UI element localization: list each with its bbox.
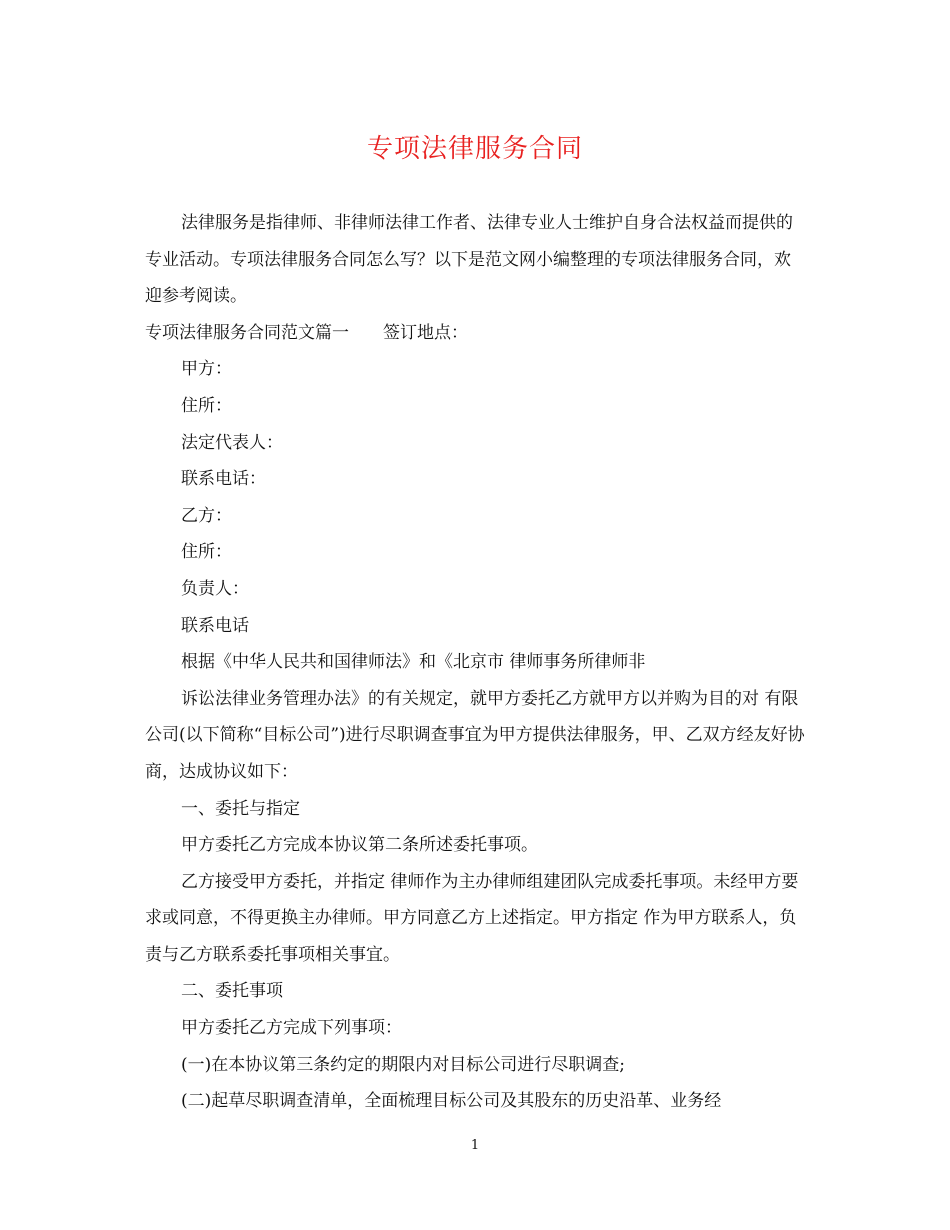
section2-heading: 二、委托事项 <box>181 981 283 1002</box>
section2-paragraph1: 甲方委托乙方完成下列事项： <box>181 1018 402 1039</box>
section1-paragraph2: 乙方接受甲方委托，并指定 律师作为主办律师组建团队完成委托事项。未经甲方要求或同意，不得更换主办律师。甲方同意乙方上述指定。甲方指定 作为甲方联系人，负责与乙方联系委托事项相关事宜。 <box>145 871 799 965</box>
sample-heading: 专项法律服务合同范文篇一 签订地点： <box>145 322 468 343</box>
section1-paragraph1: 甲方委托乙方完成本协议第二条所述委托事项。 <box>181 835 538 856</box>
intro-paragraph: 法律服务是指律师、非律师法律工作者、法律专业人士维护自身合法权益而提供的专业活动。专项法律服务合同怎么写？以下是范文网小编整理的专项法律服务合同，欢迎参考阅读。 <box>145 213 793 307</box>
party-b-label: 乙方： <box>181 505 232 526</box>
basis-paragraph-line1: 根据《中华人民共和国律师法》和《北京市 律师事务所律师非 <box>181 652 646 673</box>
section2-item1: (一)在本协议第三条约定的期限内对目标公司进行尽职调查; <box>181 1054 625 1075</box>
phone-b-label: 联系电话 <box>181 615 249 636</box>
document-title: 专项法律服务合同 <box>366 134 583 164</box>
address-b-label: 住所： <box>181 542 232 563</box>
party-a-label: 甲方： <box>181 359 232 380</box>
address-a-label: 住所： <box>181 395 232 416</box>
responsible-label: 负责人： <box>181 578 249 599</box>
phone-a-label: 联系电话： <box>181 469 266 490</box>
legal-rep-label: 法定代表人： <box>181 432 283 453</box>
basis-paragraph-line2: 诉讼法律业务管理办法》的有关规定，就甲方委托乙方就甲方以并购为目的对 有限公司(以下简称“目标公司”)进行尽职调查事宜为甲方提供法律服务，甲、乙双方经友好协商，达成协议如下： <box>145 688 805 782</box>
page-number: 1 <box>470 1138 480 1153</box>
section1-heading: 一、委托与指定 <box>181 798 300 819</box>
section2-item2: (二)起草尽职调查清单，全面梳理目标公司及其股东的历史沿革、业务经 <box>181 1091 722 1112</box>
document-body <box>145 205 805 1120</box>
